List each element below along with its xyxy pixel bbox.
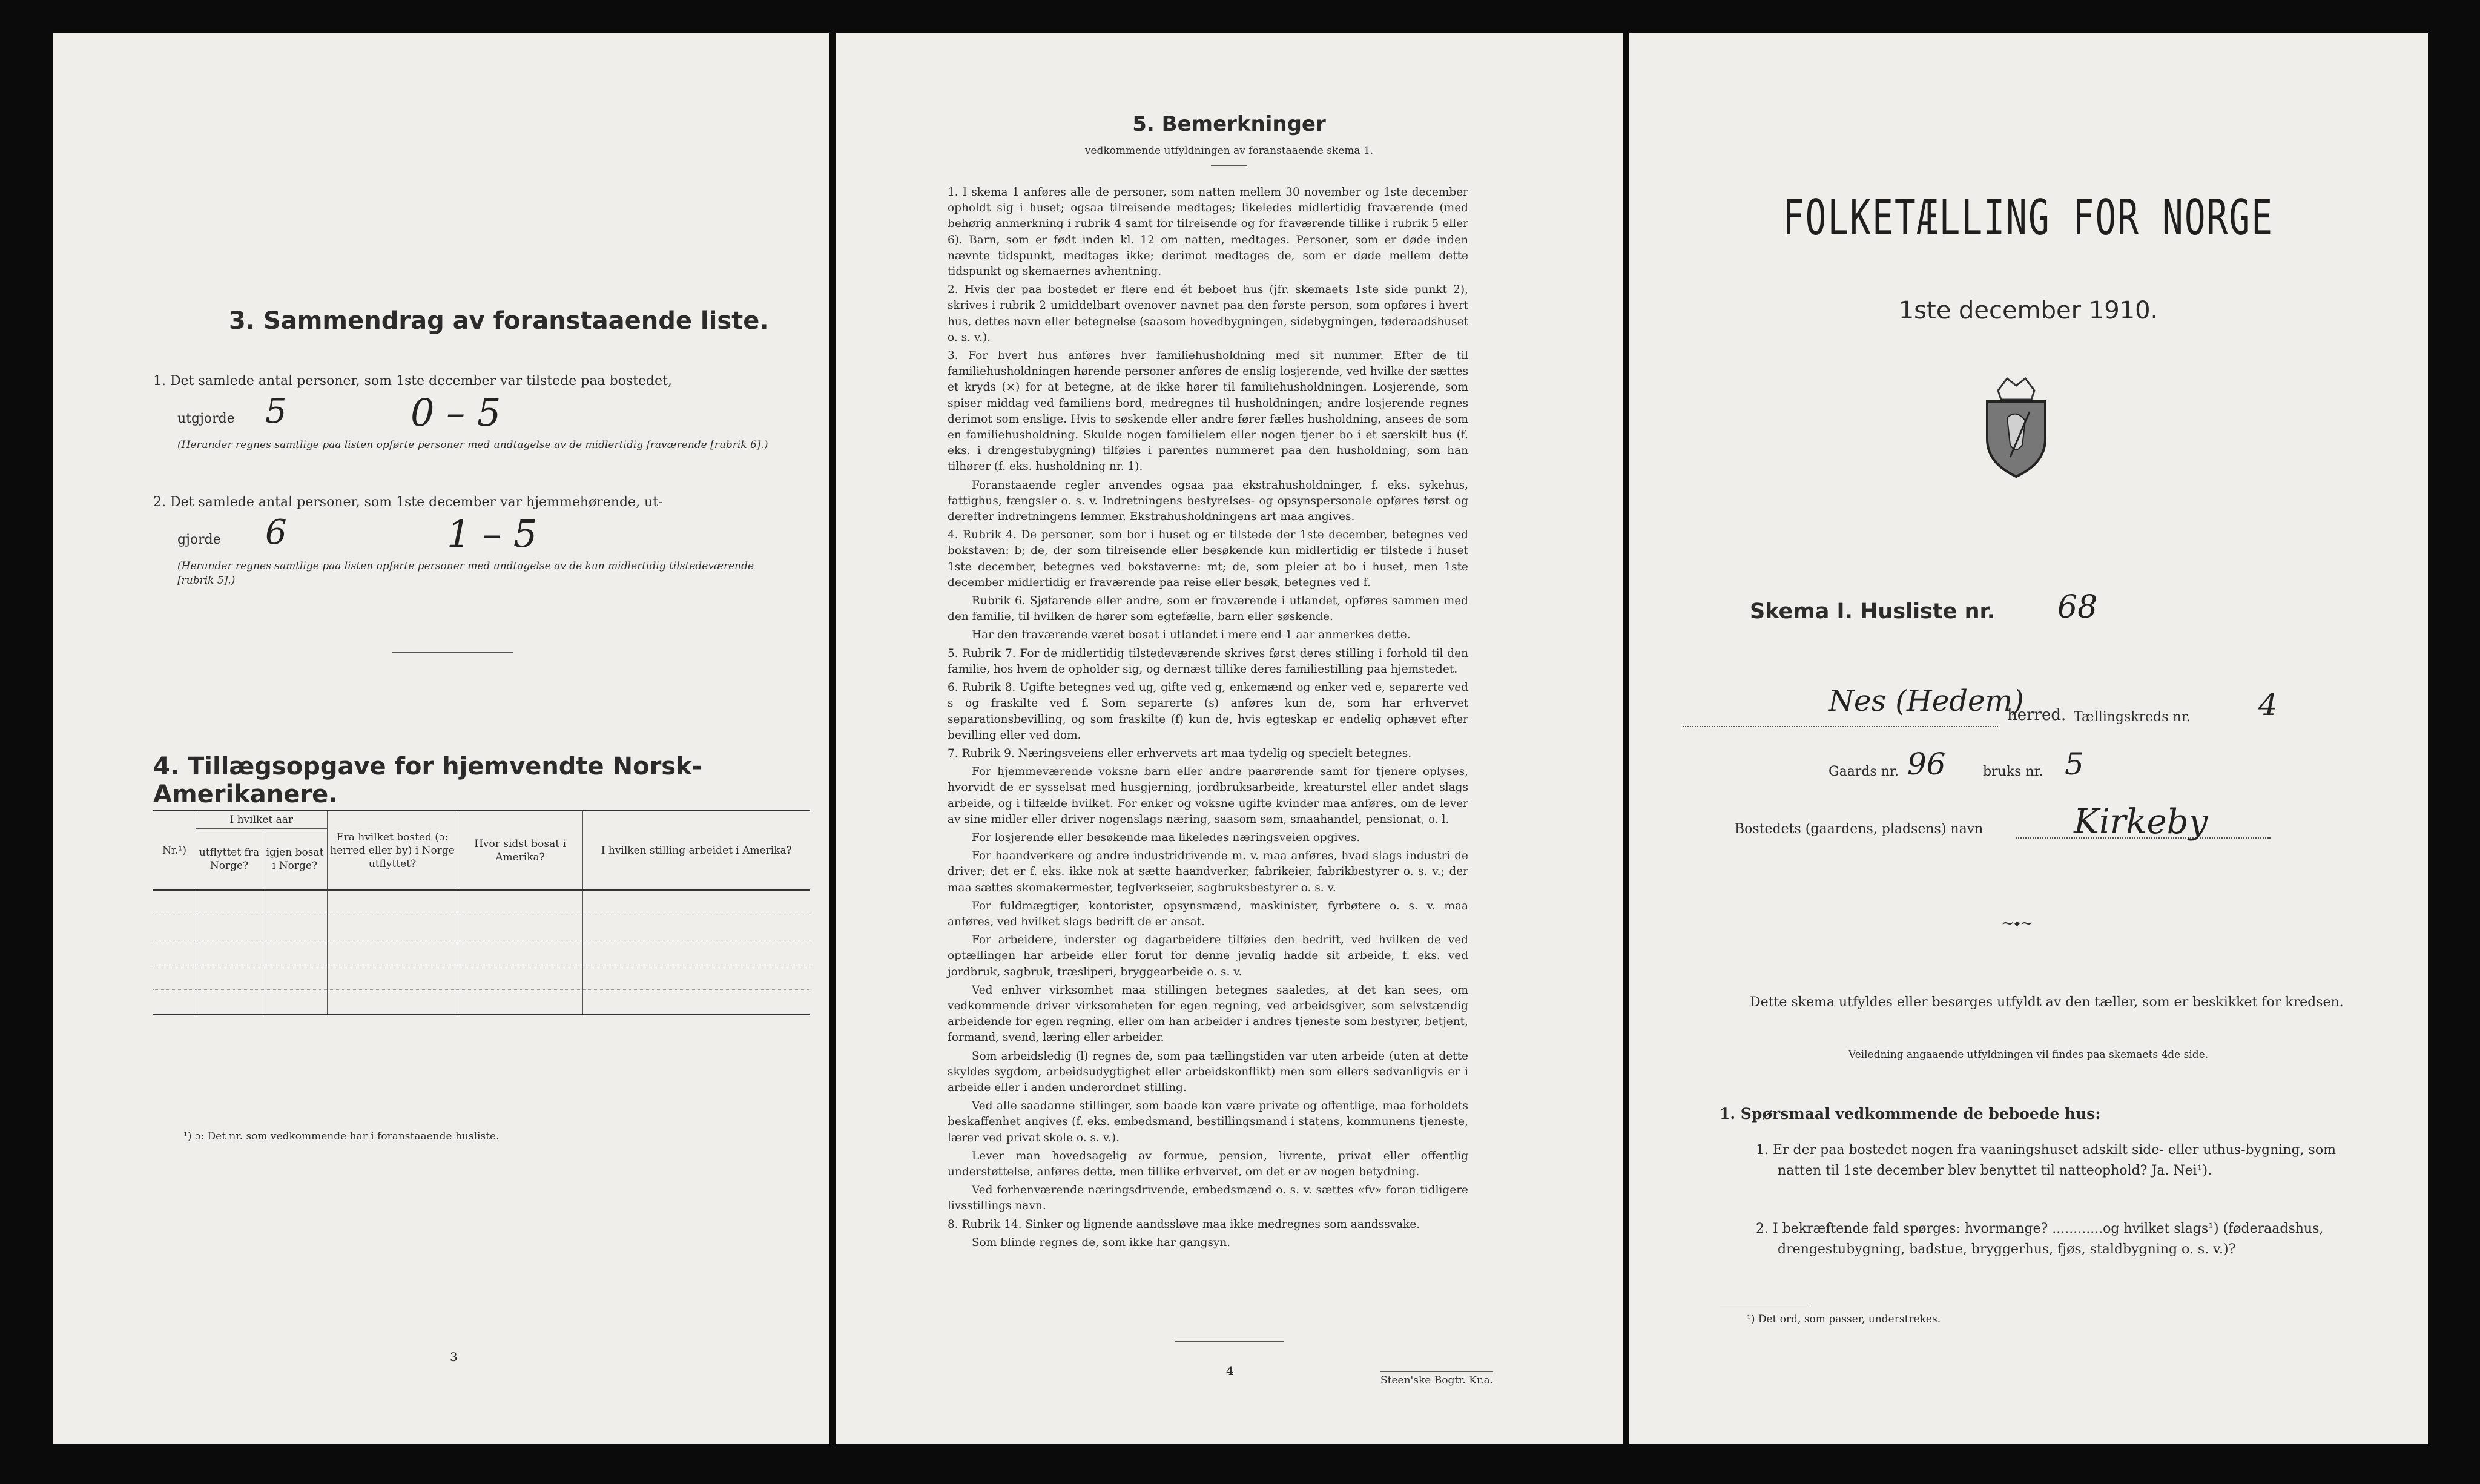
remark-paragraph: Som blinde regnes de, som ikke har gangsyn. [972,1236,1231,1249]
page-number: 4 [1226,1364,1234,1378]
bosted-label: Bostedets (gaardens, pladsens) navn [1735,822,1984,837]
section-4-title: 4. Tillægsopgave for hjemvendte Norsk-Amerikanere. [153,753,702,808]
herred-label: herred. [2007,706,2066,724]
herred-value: Nes (Hedem) [1829,684,2024,718]
question-1: 1. Er der paa bostedet nogen fra vaaningshuset adskilt side- eller uthus-bygning, som natten til 1ste december blev benyttet til natteophold? Ja. Nei¹). [1756,1143,2336,1178]
remark-paragraph: Som arbeidsledig (l) regnes de, som paa tællingstiden var uten arbeide (uten at dette skyldes sygdom, arbeidsudygtighet eller arbeidskonflikt) men som ellers sedvanligvis er i arbeide eller i anden underordnet stilling. [948,1049,1468,1094]
remark-paragraph: Rubrik 6. Sjøfarende eller andre, som er fraværende i utlandet, opføres sammen med den familie, til hvilken de hører som egtefælle, barn eller søskende. [948,595,1468,624]
intro-subtext: Veiledning angaaende utfyldningen vil findes paa skemaets 4de side. [1848,1049,2209,1061]
remarks-title: 5. Bemerkninger [1132,112,1326,136]
col-bosat-amerika: Hvor sidst bosat i Amerika? [458,811,582,891]
table-row [153,965,810,990]
remark-paragraph: 5. Rubrik 7. For de midlertidig tilstedeværende skrives først deres stilling i forhold til den familie, hos hvem de opholder sig, og dernæst tillike deres familiestilling paa hjemstedet. [948,647,1468,676]
coat-of-arms-icon [1974,372,2059,481]
sec3-item1-value: 5 [265,392,287,431]
remark-paragraph: 8. Rubrik 14. Sinker og lignende aandssløve maa ikke medregnes som aandssvake. [948,1218,1420,1231]
remark-paragraph: 1. I skema 1 anføres alle de personer, som natten mellem 30 november og 1ste december opholdt sig i huset; ogsaa tilreisende medtages; likeledes midlertidig fraværende (med behørig anmerkning i rubrik 4 samt for tilreisende og for fraværende tillike i rubrik 5 eller 6). Barn, som er født inden kl. 12 om natten, medtages. Personer, som er døde inden nævnte tidspunkt, medtages ikke; derimot medtages de, som er døde mellem dette tidspunkt og skemaernes avhentning. [948,186,1468,279]
table-row [153,940,810,965]
remark-paragraph: 2. Hvis der paa bostedet er flere end ét beboet hus (jfr. skemaets 1ste side punkt 2), skrives i rubrik 2 umiddelbart ovenover navnet paa den første person, som opføres i hvert hus, dettes navn eller betegnelse (saasom hovedbygningen, sidebygningen, føderaadshuset o. s. v.). [948,283,1468,344]
remark-paragraph: Foranstaaende regler anvendes ogsaa paa ekstrahusholdninger, f. eks. sykehus, fattighus, fængsler o. s. v. Indretningens bestyrelses- og opsynspersonale opføres først og derefter indretningens lemmer. Ekstrahusholdningens art maa angives. [948,478,1468,524]
table-row [153,890,810,915]
sec3-item1-line: 1. Det samlede antal personer, som 1ste december var tilstede paa bostedet, [153,374,672,389]
husliste-nr-value: 68 [2057,589,2098,625]
sec3-item1-handnote: 0 – 5 [411,391,501,435]
remark-paragraph: 7. Rubrik 9. Næringsveiens eller erhvervets art maa tydelig og specielt betegnes. [948,747,1412,760]
col-igjen-bosat: igjen bosat i Norge? [263,829,327,891]
remarks-body [948,185,1468,1253]
remarks-subtitle: vedkommende utfyldningen av foranstaaende skema 1. [1084,145,1374,157]
remark-paragraph: Ved alle saadanne stillinger, som baade kan være private og offentlige, maa forholdets beskaffenhet angives (f. eks. embedsmand, bestillingsmand i statens, kommunens tjeneste, lærer ved privat skole o. s. v.). [948,1100,1468,1144]
sec3-item1-sub: (Herunder regnes samtlige paa listen opførte personer med undtagelse av de midlertidig fraværende [rubrik 6].) [177,439,768,451]
remark-paragraph: Lever man hovedsagelig av formue, pension, livrente, privat eller offentlig understøttelse, anføres dette, men tillike erhvervet, om det er av nogen betydning. [948,1149,1468,1178]
bruks-value: 5 [2065,747,2084,782]
col-stilling-amerika: I hvilken stilling arbeidet i Amerika? [582,811,810,891]
page-right [1629,33,2428,1444]
col-utflyttet: utflyttet fra Norge? [199,846,260,872]
bruks-label: bruks nr. [1983,764,2043,779]
bosted-value: Kirkeby [2074,802,2208,842]
divider [1175,1341,1284,1342]
col-bosted-norge: Fra hvilket bosted (ɔ: herred eller by) i Norge utflyttet? [327,811,458,891]
census-date: 1ste december 1910. [1898,297,2158,325]
sec3-item1-lead: utgjorde [177,411,235,426]
remark-paragraph: Ved forhenværende næringsdrivende, embedsmænd o. s. v. sættes «fv» foran tidligere livsstillings navn. [948,1184,1468,1213]
col-nr: Nr.¹) [153,811,196,891]
printer-imprint: Steen'ske Bogtr. Kr.a. [1380,1371,1493,1388]
krets-label: Tællingskreds nr. [2074,710,2191,725]
remark-paragraph: For losjerende eller besøkende maa likeledes næringsveien opgives. [972,831,1360,844]
gaards-label: Gaards nr. [1829,764,1899,779]
sec3-item2-handnote: 1 – 5 [447,512,538,556]
table-footnote: ¹) ɔ: Det nr. som vedkommende har i foranstaaende husliste. [183,1130,500,1143]
krets-value: 4 [2258,687,2278,722]
divider [392,652,513,653]
schema-label: Skema I. Husliste nr. [1750,599,1996,624]
section-3-title: 3. Sammendrag av foranstaaende liste. [229,307,769,335]
sec3-item2-sub: (Herunder regnes samtlige paa listen opførte personer med undtagelse av de kun midlertidig tilstedeværende [rubrik 5].) [177,560,754,587]
divider [1211,165,1247,166]
page-number: 3 [450,1350,458,1364]
census-title: FOLKETÆLLING FOR NORGE [1782,190,2274,246]
sec3-item2-value: 6 [265,513,287,552]
table-row [153,915,810,940]
questions-title: 1. Spørsmaal vedkommende de beboede hus: [1720,1105,2101,1123]
page-left [53,33,829,1444]
sec3-item2-lead: gjorde [177,532,221,547]
remark-paragraph: 4. Rubrik 4. De personer, som bor i huset og er tilstede der 1ste december, betegnes ved bokstaven: b; de, der som tilreisende eller besøkende kun midlertidig er tilstede i huset 1ste december, betegnes ved bokstaverne: mt; de, som pleier at bo i huset, men 1ste december midlertidig er fraværende paa reise eller besøk, betegnes ved f. [948,529,1468,589]
intro-text: Dette skema utfyldes eller besørges utfyldt av den tæller, som er beskikket for kredsen. [1750,995,2344,1010]
footnote: ¹) Det ord, som passer, understrekes. [1747,1313,1941,1325]
ornament: ~⬩~ [2001,914,2033,932]
norsk-amerikaner-table [153,810,810,1015]
remark-paragraph: For haandverkere og andre industridrivende m. v. maa anføres, hvad slags industri de driver; det er f. eks. ikke nok at sætte haandverker, fabrikeier, fabrikbestyrer o. s. v.; der maa sættes skomakermester, teglverkseier, sagbruksbestyrer o. s. v. [948,849,1468,894]
remark-paragraph: For fuldmægtiger, kontorister, opsynsmænd, maskinister, fyrbøtere o. s. v. maa anføres, ved hvilket slags bedrift de er ansat. [948,899,1468,928]
remark-paragraph: Ved enhver virksomhet maa stillingen betegnes saaledes, at det kan sees, om vedkommende driver virksomheten for egen regning, ved arbeidsgiver, som selvstændig arbeidende for egen regning, eller om han arbeider i andres tjeneste som bestyrer, betjent, formand, svend, læring eller arbeider. [948,983,1468,1044]
remark-paragraph: Har den fraværende været bosat i utlandet i mere end 1 aar anmerkes dette. [972,628,1411,642]
remark-paragraph: 6. Rubrik 8. Ugifte betegnes ved ug, gifte ved g, enkemænd og enker ved e, separerte ved s og fraskilte ved f. Som separerte (s) anføres kun de, som har erhvervet separationsbevilling, og som fraskilte (f) kun de, hvis egteskap er endelig ophævet efter bevilling eller ved dom. [948,681,1468,742]
table-row [153,990,810,1015]
question-2: 2. I bekræftende fald spørges: hvormange? ............og hvilket slags¹) (føderaadshus, drengestubygning, badstue, bryggerhus, fjøs, staldbygning o. s. v.)? [1756,1221,2324,1257]
gaards-value: 96 [1907,747,1946,782]
remark-paragraph: 3. For hvert hus anføres hver familiehusholdning med sit nummer. Efter de til familiehusholdningen hørende personer anføres de enslig losjerende, ved hvilke der sættes et kryds (×) for at betegne, at de ikke hører til familiehusholdningen. Losjerende, som spiser middag ved familiens bord, medregnes til husholdningen; andre losjerende regnes derimot som enslige. Hvis to søskende eller andre fører fælles husholdning, ansees de som en familiehusholdning. Skulde nogen familielem eller nogen tjener bo i et særskilt hus (f. eks. i drengestubygning) tilføies i parentes nummeret paa den husholdning, som han tilhører (f. eks. husholdning nr. 1). [948,349,1468,473]
page-middle [836,33,1623,1444]
sec3-item2-line: 2. Det samlede antal personer, som 1ste december var hjemmehørende, ut- [153,495,663,510]
remark-paragraph: For arbeidere, inderster og dagarbeidere tilføies den bedrift, ved hvilken de ved optællingen har arbeide eller forut for denne jevnlig hadde sit arbeide, f. eks. ved jordbruk, sagbruk, træsliperi, bryggearbeide o. s. v. [948,934,1468,978]
col-group-header: I hvilket aar [196,811,328,829]
remark-paragraph: For hjemmeværende voksne barn eller andre paarørende samt for tjenere oplyses, hvorvidt de er sysselsat med husgjerning, jordbruksarbeide, kreaturstel eller andet slags arbeide, og i tilfælde hvilket. For enker og voksne ugifte kvinder maa anføres, om de lever av sine midler eller driver nogenslags næring, saasom søm, smaahandel, pensionat, o. l. [948,765,1468,826]
